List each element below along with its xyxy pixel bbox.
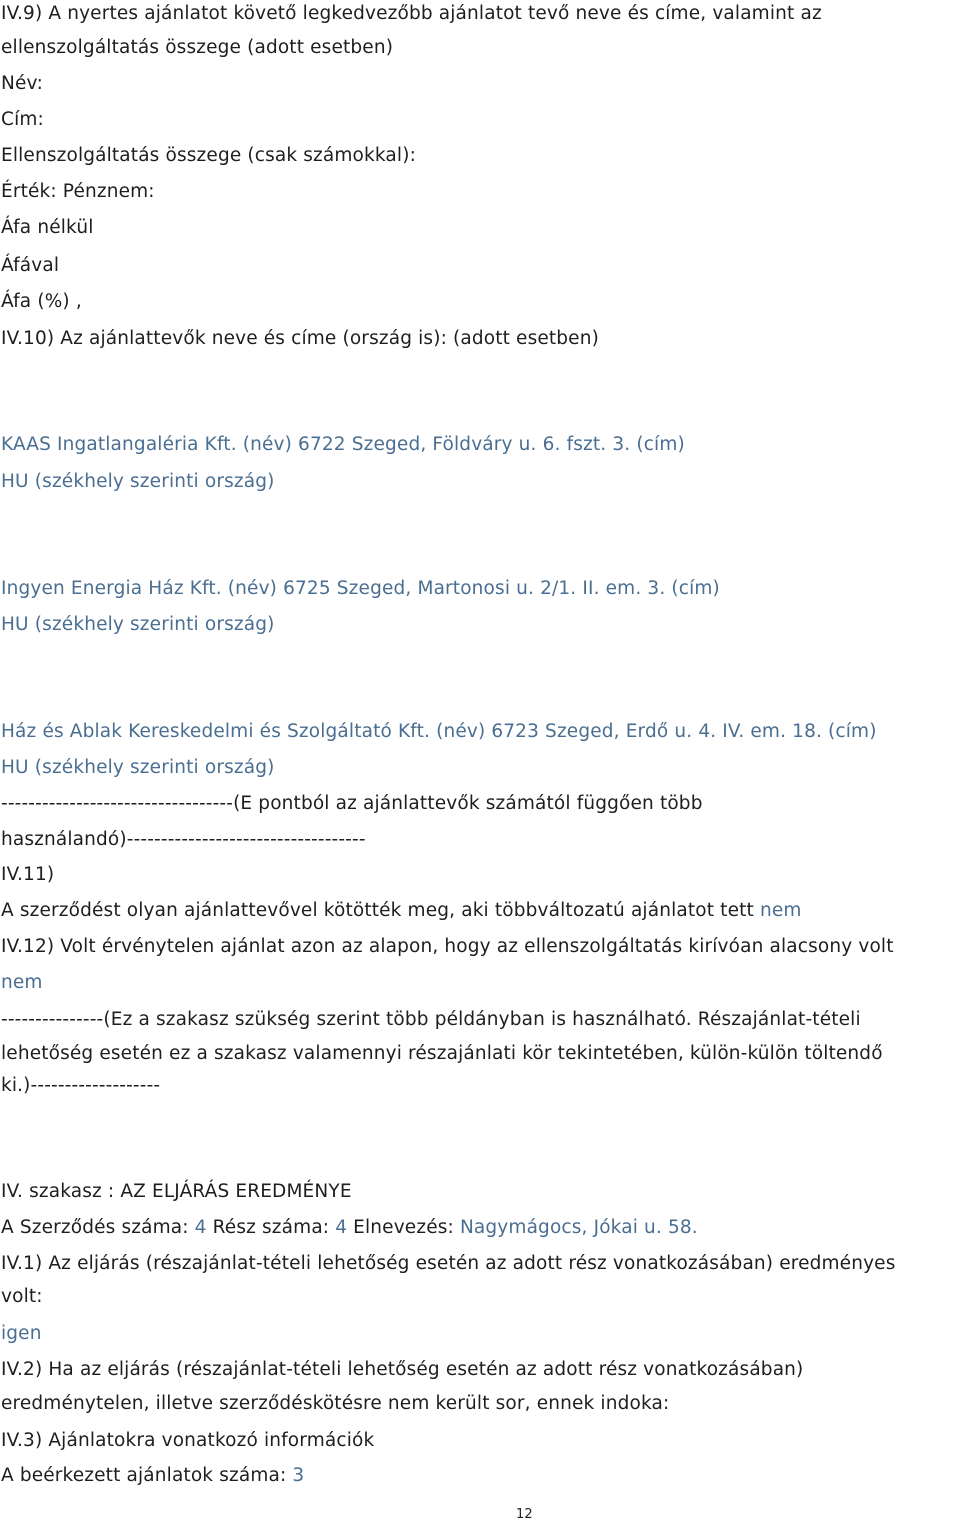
bidder-3-entry: Ház és Ablak Kereskedelmi és Szolgáltató Kft. (név) 6723 Szeged, Erdő u. 4. IV. em. 18. (cím) (1, 721, 877, 742)
value-currency-label: Érték: Pénznem: (1, 181, 155, 202)
section-iv2-question-line1: IV.2) Ha az eljárás (részajánlat-tételi lehetőség esetén az adott rész vonatkozásában) (1, 1359, 804, 1380)
variant-bid-question (1, 898, 802, 924)
section-iv12-question: IV.12) Volt érvénytelen ajánlat azon az alapon, hogy az ellenszolgáltatás kirívóan alacsony volt (1, 936, 894, 957)
name-label: Név: (1, 73, 43, 94)
variant-bid-question-text: A szerződést olyan ajánlattevővel kötötték meg, aki többváltozatú ajánlatot tett (1, 900, 754, 921)
bidder-2-country: HU (székhely szerinti ország) (1, 614, 275, 635)
section-iv12-answer: nem (1, 972, 43, 993)
received-bids-label: A beérkezett ajánlatok száma: (1, 1465, 287, 1486)
without-vat-label: Áfa nélkül (1, 217, 94, 238)
section-iv10-heading: IV.10) Az ajánlattevők neve és címe (ország is): (adott esetben) (1, 328, 599, 349)
address-label: Cím: (1, 109, 44, 130)
designation-value: Nagymágocs, Jókai u. 58. (459, 1217, 698, 1238)
bidder-1-entry: KAAS Ingatlangaléria Kft. (név) 6722 Szeged, Földváry u. 6. fszt. 3. (cím) (1, 434, 685, 455)
part-number-label: Rész száma: (212, 1217, 330, 1238)
section-iv11-heading: IV.11) (1, 864, 55, 885)
section-iv9-heading-line1: IV.9) A nyertes ajánlatot követő legkedvezőbb ajánlatot tevő neve és címe, valamint az (1, 3, 822, 24)
bidder-3-country: HU (székhely szerinti ország) (1, 757, 275, 778)
contract-number-label: A Szerződés száma: (1, 1217, 189, 1238)
section-iv1-answer: igen (1, 1323, 42, 1344)
page-number: 12 (516, 1507, 533, 1522)
repeat-note-line2: használandó)----------------------------------- (1, 829, 366, 850)
section-note-line3: ki.)------------------- (1, 1075, 161, 1096)
received-bids-line (1, 1463, 304, 1489)
vat-percent-label: Áfa (%) , (1, 291, 82, 312)
contract-info-line (1, 1215, 698, 1241)
section-iv1-question-line2: volt: (1, 1286, 43, 1307)
consideration-amount-label: Ellenszolgáltatás összege (csak számokkal): (1, 145, 416, 166)
variant-bid-answer: nem (759, 900, 802, 921)
section-iv9-heading-line2: ellenszolgáltatás összege (adott esetben) (1, 37, 394, 58)
section-iv3-heading: IV.3) Ajánlatokra vonatkozó információk (1, 1430, 375, 1451)
section-note-line1: ---------------(Ez a szakasz szükség szerint több példányban is használható. Részajánlat-tételi (1, 1009, 861, 1030)
contract-number-value: 4 (194, 1217, 207, 1238)
bidder-1-country: HU (székhely szerinti ország) (1, 471, 275, 492)
repeat-note-line1: ----------------------------------(E pontból az ajánlattevők számától függően több (1, 793, 703, 814)
section-iv-title: IV. szakasz : AZ ELJÁRÁS EREDMÉNYE (1, 1181, 352, 1202)
section-iv2-question-line2: eredménytelen, illetve szerződéskötésre nem került sor, ennek indoka: (1, 1393, 670, 1414)
bidder-2-entry: Ingyen Energia Ház Kft. (név) 6725 Szeged, Martonosi u. 2/1. II. em. 3. (cím) (1, 578, 720, 599)
designation-label: Elnevezés: (353, 1217, 454, 1238)
received-bids-value: 3 (292, 1465, 305, 1486)
section-note-line2: lehetőség esetén ez a szakasz valamennyi részajánlati kör tekintetében, külön-külön töltendő (1, 1043, 883, 1064)
section-iv1-question-line1: IV.1) Az eljárás (részajánlat-tételi lehetőség esetén az adott rész vonatkozásában) eredményes (1, 1253, 896, 1274)
with-vat-label: Áfával (1, 255, 60, 276)
part-number-value: 4 (335, 1217, 348, 1238)
